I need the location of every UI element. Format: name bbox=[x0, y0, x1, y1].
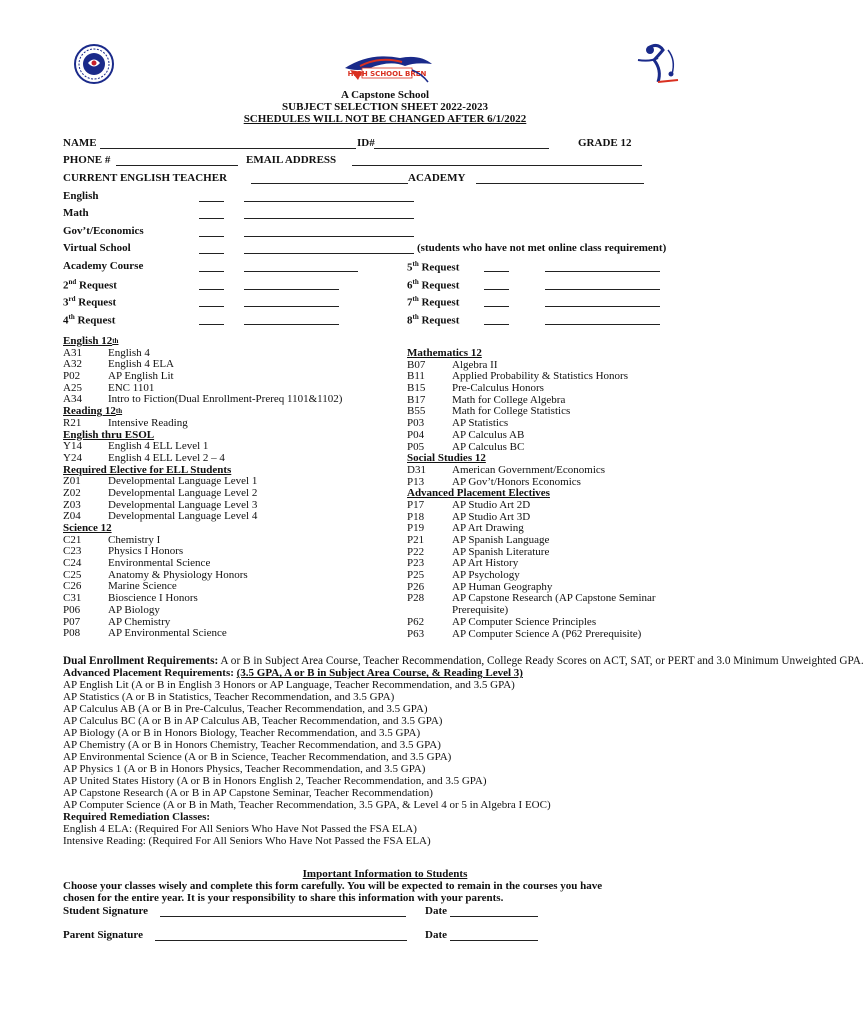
course-row bbox=[407, 465, 707, 477]
ap-requirement-line: AP Computer Science (A or B in Math, Teacher Recommendation, 3.5 GPA, & Level 4 or 5 in Algebra I EOC) bbox=[63, 799, 551, 812]
course-code: Z03 bbox=[63, 498, 81, 511]
course-code: P02 bbox=[63, 370, 81, 383]
request-5-field[interactable] bbox=[545, 271, 660, 272]
ap-requirement-line: AP United States History (A or B in Honors English 2, Teacher Recommendation, and 3.5 GPA) bbox=[63, 775, 487, 788]
student-date-field[interactable] bbox=[450, 916, 538, 917]
request-3-field[interactable] bbox=[244, 306, 339, 307]
course-code: C23 bbox=[63, 545, 82, 558]
request-3-check-field[interactable] bbox=[199, 306, 224, 307]
course-code: P08 bbox=[63, 627, 81, 640]
phone-field[interactable] bbox=[116, 165, 238, 166]
course-code: B55 bbox=[407, 405, 426, 418]
course-code: A31 bbox=[63, 346, 82, 359]
parent-signature-label: Parent Signature bbox=[63, 929, 143, 941]
parent-date-field[interactable] bbox=[450, 940, 538, 941]
academy-label: ACADEMY bbox=[408, 172, 466, 184]
request-5-check-field[interactable] bbox=[484, 271, 509, 272]
course-code: B11 bbox=[407, 370, 425, 383]
course-code: P63 bbox=[407, 627, 425, 640]
ap-requirements-heading: Advanced Placement Requirements: (3.5 GPA, A or B in Subject Area Course, & Reading Level 3) bbox=[63, 667, 523, 680]
ap-electives-heading: Advanced Placement Electives bbox=[407, 487, 550, 500]
ap-requirement-line: AP Capstone Research (A or B in AP Capstone Seminar, Teacher Recommendation) bbox=[63, 787, 433, 800]
remediation-line: Intensive Reading: (Required For All Seniors Who Have Not Passed the FSA ELA) bbox=[63, 835, 431, 848]
student-date-label: Date bbox=[425, 905, 447, 917]
request-6-label: 6th Request bbox=[407, 278, 460, 292]
course-name: AP Chemistry bbox=[108, 615, 171, 628]
ap-requirement-line: AP Environmental Science (A or B in Science, Teacher Recommendation, and 3.5 GPA) bbox=[63, 751, 452, 764]
request-2-label: 2nd Request bbox=[63, 278, 117, 292]
course-code: D31 bbox=[407, 463, 426, 476]
virtual-check-field[interactable] bbox=[199, 253, 224, 254]
course-code: C26 bbox=[63, 580, 82, 593]
govt-check-field[interactable] bbox=[199, 236, 224, 237]
request-3-label: 3rd Request bbox=[63, 295, 117, 309]
course-code: P28 bbox=[407, 592, 425, 605]
course-name: Developmental Language Level 3 bbox=[108, 498, 258, 511]
course-row bbox=[407, 617, 707, 629]
course-code: P62 bbox=[407, 615, 425, 628]
english-teacher-label: CURRENT ENGLISH TEACHER bbox=[63, 172, 228, 184]
request-6-check-field[interactable] bbox=[484, 289, 509, 290]
course-row bbox=[63, 628, 403, 640]
course-name: Algebra II bbox=[452, 358, 498, 371]
course-code: B07 bbox=[407, 358, 426, 371]
course-name: Applied Probability & Statistics Honors bbox=[452, 370, 628, 383]
email-field[interactable] bbox=[352, 165, 642, 166]
course-row bbox=[63, 488, 403, 500]
request-7-field[interactable] bbox=[545, 306, 660, 307]
course-name: Developmental Language Level 2 bbox=[108, 486, 258, 499]
request-2-check-field[interactable] bbox=[199, 289, 224, 290]
course-code: P06 bbox=[63, 603, 81, 616]
course-code: P21 bbox=[407, 534, 425, 546]
course-name: AP Statistics bbox=[452, 417, 509, 430]
course-code: P05 bbox=[407, 440, 425, 453]
course-name: AP Calculus AB bbox=[452, 428, 525, 441]
course-name: AP Computer Science Principles bbox=[452, 615, 597, 628]
school-name: A Capstone School bbox=[340, 89, 430, 101]
parent-date-label: Date bbox=[425, 929, 447, 941]
course-name: Prerequisite) bbox=[452, 604, 509, 617]
academy-course-field[interactable] bbox=[244, 271, 358, 272]
request-5-label: 5th Request bbox=[407, 260, 460, 274]
course-row bbox=[407, 570, 707, 582]
english-label: English bbox=[63, 190, 99, 202]
course-code: A32 bbox=[63, 358, 82, 371]
course-name: AP Art History bbox=[452, 557, 519, 570]
course-name: AP Art Drawing bbox=[452, 522, 524, 535]
course-code: Z01 bbox=[63, 475, 81, 488]
virtual-label: Virtual School bbox=[63, 242, 131, 254]
request-2-field[interactable] bbox=[244, 289, 339, 290]
course-name: Anatomy & Physiology Honors bbox=[108, 568, 248, 581]
left-seal-logo bbox=[73, 43, 115, 85]
course-name: AP Spanish Language bbox=[452, 534, 550, 546]
social-studies-heading: Social Studies 12 bbox=[407, 452, 486, 465]
grade-label: GRADE 12 bbox=[578, 137, 632, 149]
course-row bbox=[63, 511, 403, 523]
reading12-heading: Reading 12 th bbox=[63, 405, 123, 418]
parent-signature-field[interactable] bbox=[155, 940, 407, 941]
student-signature-field[interactable] bbox=[160, 916, 406, 917]
course-code: A34 bbox=[63, 393, 82, 406]
course-name: Math for College Algebra bbox=[452, 393, 566, 406]
course-code: Y24 bbox=[63, 451, 82, 464]
course-name: Developmental Language Level 4 bbox=[108, 510, 258, 523]
ap-requirement-line: AP Biology (A or B in Honors Biology, Teacher Recommendation, and 3.5 GPA) bbox=[63, 727, 421, 740]
course-code: P19 bbox=[407, 522, 425, 535]
request-8-label: 8th Request bbox=[407, 313, 460, 327]
course-name: AP Human Geography bbox=[452, 580, 553, 593]
english12-heading: English 12 th bbox=[63, 335, 119, 347]
ap-requirement-line: AP Calculus BC (A or B in AP Calculus AB, Teacher Recommendation, and 3.5 GPA) bbox=[63, 715, 443, 728]
request-4-label: 4th Request bbox=[63, 313, 116, 327]
course-name: Intensive Reading bbox=[108, 416, 188, 429]
academy-course-check-field[interactable] bbox=[199, 271, 224, 272]
course-name: Bioscience I Honors bbox=[108, 592, 198, 605]
course-code: P03 bbox=[407, 417, 425, 430]
course-code: P23 bbox=[407, 557, 425, 570]
request-7-check-field[interactable] bbox=[484, 306, 509, 307]
math-course-field[interactable] bbox=[244, 218, 414, 219]
course-name: AP Biology bbox=[108, 603, 160, 616]
ell-heading: Required Elective for ELL Students bbox=[63, 463, 232, 476]
course-name: Intro to Fiction(Dual Enrollment-Prereq 1101&1102) bbox=[108, 393, 343, 406]
course-row bbox=[407, 383, 707, 395]
course-code: P22 bbox=[407, 545, 425, 558]
ap-requirement-line: AP Statistics (A or B in Statistics, Teacher Recommendation, and 3.5 GPA) bbox=[63, 691, 395, 704]
course-name: AP Psychology bbox=[452, 569, 520, 582]
course-name: ENC 1101 bbox=[108, 381, 155, 394]
course-name: AP Computer Science A (P62 Prerequisite) bbox=[452, 627, 642, 640]
course-name: AP Studio Art 2D bbox=[452, 498, 531, 511]
school-mascot-logo bbox=[340, 50, 435, 90]
course-name: Chemistry I bbox=[108, 533, 161, 546]
science-heading: Science 12 bbox=[63, 522, 112, 534]
student-signature-label: Student Signature bbox=[63, 905, 149, 917]
logo-text: HIGH SCHOOL BREN bbox=[347, 70, 427, 78]
schedule-notice: SCHEDULES WILL NOT BE CHANGED AFTER 6/1/2022 bbox=[243, 113, 527, 125]
course-code: P18 bbox=[407, 510, 425, 523]
name-label: NAME bbox=[63, 137, 97, 149]
course-code: P26 bbox=[407, 580, 425, 593]
course-name: American Government/Economics bbox=[452, 463, 606, 476]
english-teacher-field[interactable] bbox=[251, 183, 408, 184]
virtual-note: (students who have not met online class requirement) bbox=[417, 242, 667, 254]
course-code: P13 bbox=[407, 475, 425, 488]
govt-label: Gov’t/Economics bbox=[63, 225, 144, 237]
course-name: AP Calculus BC bbox=[452, 440, 525, 453]
ap-requirement-line: AP Calculus AB (A or B in Pre-Calculus, Teacher Recommendation, and 3.5 GPA) bbox=[63, 703, 428, 716]
course-code: Z04 bbox=[63, 510, 81, 523]
info-line-2: chosen for the entire year. It is your responsibility to share this information with your parents. bbox=[63, 892, 504, 904]
sheet-title: SUBJECT SELECTION SHEET 2022-2023 bbox=[282, 101, 488, 113]
id-label: ID# bbox=[357, 137, 375, 149]
course-name: AP Studio Art 3D bbox=[452, 510, 531, 523]
course-code: Y14 bbox=[63, 440, 82, 453]
course-row bbox=[63, 605, 403, 617]
course-name: Math for College Statistics bbox=[452, 405, 571, 418]
important-info-title: Important Information to Students bbox=[302, 868, 468, 880]
course-row bbox=[407, 535, 707, 547]
course-name: English 4 ELL Level 1 bbox=[108, 440, 209, 453]
id-field[interactable] bbox=[374, 148, 549, 149]
course-code: C24 bbox=[63, 557, 82, 570]
govt-course-field[interactable] bbox=[244, 236, 414, 237]
course-code: Z02 bbox=[63, 486, 81, 499]
course-row bbox=[407, 500, 707, 512]
course-row bbox=[63, 558, 403, 570]
ap-requirement-line: AP Chemistry (A or B in Honors Chemistry, Teacher Recommendation, and 3.5 GPA) bbox=[63, 739, 441, 752]
course-code: R21 bbox=[63, 416, 82, 429]
request-7-label: 7th Request bbox=[407, 295, 460, 309]
request-4-check-field[interactable] bbox=[199, 324, 224, 325]
course-code: B15 bbox=[407, 382, 426, 395]
course-code: P07 bbox=[63, 615, 81, 628]
course-name: English 4 ELL Level 2 – 4 bbox=[108, 451, 225, 464]
esol-heading: English thru ESOL bbox=[63, 428, 155, 441]
course-code: C25 bbox=[63, 568, 82, 581]
course-row bbox=[63, 453, 403, 465]
course-name: Developmental Language Level 1 bbox=[108, 475, 258, 488]
course-code: P04 bbox=[407, 428, 425, 441]
math-heading: Mathematics 12 bbox=[407, 347, 482, 359]
course-code: A25 bbox=[63, 381, 82, 394]
course-name: Marine Science bbox=[108, 580, 177, 593]
right-course-list bbox=[407, 348, 707, 640]
course-code: P17 bbox=[407, 498, 425, 511]
course-name: AP Gov’t/Honors Economics bbox=[452, 475, 581, 488]
academy-field[interactable] bbox=[476, 183, 644, 184]
phone-label: PHONE # bbox=[63, 154, 111, 166]
dual-enrollment-requirements: Dual Enrollment Requirements: A or B in Subject Area Course, Teacher Recommendation, College Ready Scores on ACT, SAT, or PERT and 3.0 Minimum Unweighted GPA. bbox=[63, 655, 864, 667]
course-name: English 4 bbox=[108, 346, 150, 359]
course-name: AP Capstone Research (AP Capstone Seminar bbox=[452, 592, 656, 605]
math-label: Math bbox=[63, 207, 89, 219]
course-name: Physics I Honors bbox=[108, 545, 184, 558]
course-code: C21 bbox=[63, 533, 82, 546]
course-row bbox=[63, 371, 403, 383]
virtual-course-field[interactable] bbox=[244, 253, 414, 254]
course-name: AP Environmental Science bbox=[108, 627, 227, 640]
academy-course-label: Academy Course bbox=[63, 260, 144, 272]
request-6-field[interactable] bbox=[545, 289, 660, 290]
requirements-section bbox=[63, 655, 864, 848]
course-name: English 4 ELA bbox=[108, 358, 174, 371]
request-8-field[interactable] bbox=[545, 324, 660, 325]
math-check-field[interactable] bbox=[199, 218, 224, 219]
request-4-field[interactable] bbox=[244, 324, 339, 325]
email-label: EMAIL ADDRESS bbox=[246, 154, 337, 166]
course-row bbox=[63, 418, 403, 430]
ap-requirement-line: AP Physics 1 (A or B in Honors Physics, Teacher Recommendation, and 3.5 GPA) bbox=[63, 763, 426, 776]
course-name: Environmental Science bbox=[108, 557, 211, 570]
music-figure-logo bbox=[628, 40, 688, 88]
course-name: AP Spanish Literature bbox=[452, 545, 550, 558]
course-code: P25 bbox=[407, 569, 425, 582]
request-8-check-field[interactable] bbox=[484, 324, 509, 325]
course-row bbox=[407, 430, 707, 442]
course-name: AP English Lit bbox=[108, 370, 174, 383]
remediation-heading: Required Remediation Classes: bbox=[63, 811, 211, 824]
left-course-list bbox=[63, 336, 403, 640]
course-name: Pre-Calculus Honors bbox=[452, 382, 544, 395]
course-row bbox=[407, 629, 707, 641]
ap-requirement-line: AP English Lit (A or B in English 3 Honors or AP Language, Teacher Recommendation, and 3.5 GPA) bbox=[63, 679, 515, 692]
remediation-line: English 4 ELA: (Required For All Seniors Who Have Not Passed the FSA ELA) bbox=[63, 823, 417, 836]
course-code: B17 bbox=[407, 393, 426, 406]
english-check-field[interactable] bbox=[199, 201, 224, 202]
name-field[interactable] bbox=[100, 148, 356, 149]
english-course-field[interactable] bbox=[244, 201, 414, 202]
course-code: C31 bbox=[63, 592, 82, 605]
info-line-1: Choose your classes wisely and complete this form carefully. You will be expected to remain in the courses you have bbox=[63, 880, 603, 892]
